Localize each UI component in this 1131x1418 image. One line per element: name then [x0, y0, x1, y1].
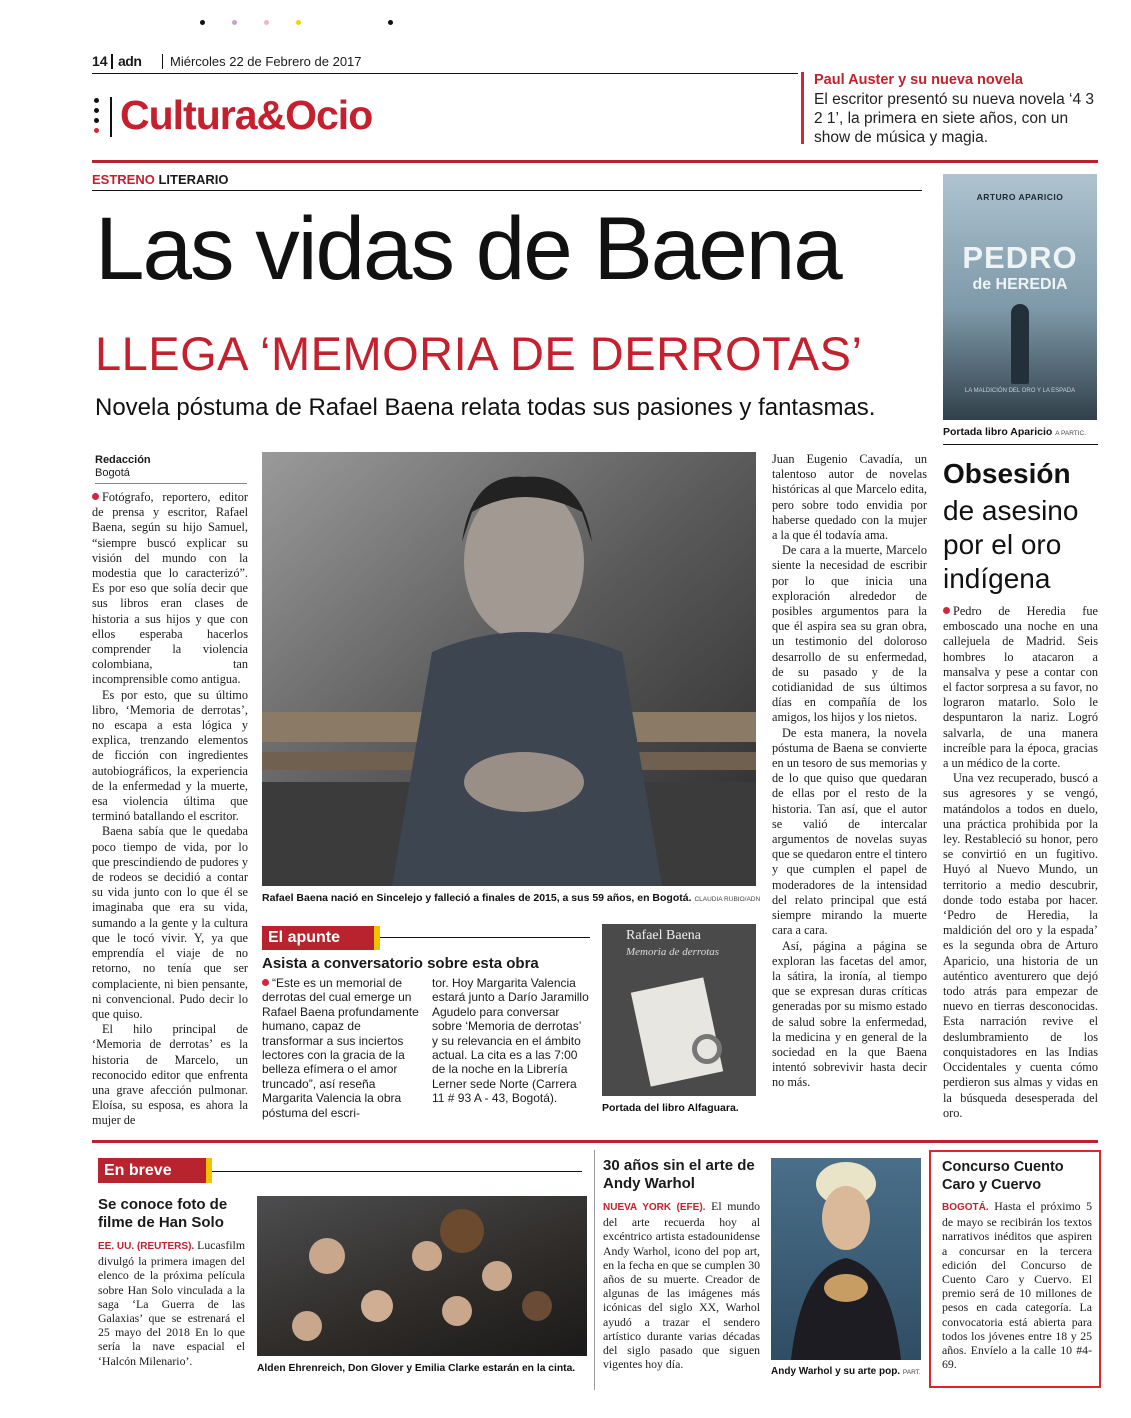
article-paragraph: Fotógrafo, reportero, editor de prensa y escritor, Rafael Baena, según su hijo Samuel, “siempre buscó explicar su visión del mundo con la modestia que lo caracterizó”. Es por eso que solía decir que sus libros eran clases de historia a sus hijos y que con ellos esperaba hacerlos comprender la violencia colombiana, tan incomprensible como antigua.	[92, 490, 248, 687]
warhol-body: El mundo del arte recuerda hoy al excéntrico artista estadounidense Andy Warhol, icono del pop art, en la fecha en que se cumplen 30 años de su muerte. Creador de algunas de las imágenes más icónicas del siglo XX, Warhol ayudó a trazar el sendero artístico durante varias décadas del siglo pasado que siguen vigentes hoy día.	[603, 1199, 761, 1372]
article-paragraph: Juan Eugenio Cavadía, un talentoso autor de novelas históricas al que Marcelo edita, pero sobre todo envidia por haberse quedado con la mujer a la que él todavía ama.	[772, 452, 927, 543]
article-paragraph: Así, página a página se exploran las facetas del amor, la sátira, la ironía, al tiempo que se expresan duras críticas generadas por su mismo estado de salud sobre la enfermedad, la medicina y en general de la sociedad en la que Baena intentó sobrevivir hasta decir no más.	[772, 938, 927, 1090]
byline: Redacción	[95, 454, 151, 466]
book-cover-memoria-de-derrotas	[602, 924, 756, 1096]
sidebar-book-subtitle: LA MALDICIÓN DEL ORO Y LA ESPADA	[964, 388, 1076, 394]
sidebar-book-title-1: PEDRO	[962, 240, 1078, 275]
section-rule	[92, 160, 1098, 163]
sidebar-headline-light: de asesino por el oro indígena	[943, 495, 1079, 594]
sidebar-paragraph: Una vez recuperado, buscó a sus agresores y se vengó, matándolos a todos en duelo, una práctica prohibida por la ley. Restableció su honor, pero se convirtió en un fugitivo. Huyó al Nuevo Mundo, un territorio a medio descubrir, donde todo estaba por hacer. ‘Pedro de Heredia, la maldición del oro y la espada’ es la segunda obra de Arturo Aparicio, una historia de un auténtico aventurero que dejó todo atrás para empezar de nuevo en tierras desconocidas. Esta narración revive el deslumbramiento de los conquistadores en las Indias Occidentales y cuenta cómo perdieron sus almas y vidas en la búsqueda desesperada del oro.	[943, 771, 1098, 1120]
han-solo-cast-photo	[257, 1196, 587, 1356]
warhol-caption-text: Andy Warhol y su arte pop.	[771, 1366, 901, 1377]
andy-warhol-photo	[771, 1158, 921, 1360]
article-column-1	[92, 490, 248, 1128]
brand-logo: adn	[118, 53, 142, 69]
sidebar-headline-bold: Obsesión	[943, 458, 1071, 489]
warhol-caption	[771, 1366, 921, 1377]
sidebar-column	[943, 604, 1098, 1124]
main-photo-rafael-baena	[262, 452, 756, 886]
section-title: Cultura&Ocio	[120, 92, 373, 138]
han-solo-caption: Alden Ehrenreich, Don Glover y Emilia Clarke estarán en la cinta.	[257, 1363, 576, 1374]
header-rule	[92, 73, 798, 74]
photo-caption	[262, 892, 761, 904]
kicker-black: LITERARIO	[158, 172, 229, 187]
concurso-text	[942, 1199, 1092, 1381]
photo-credit: CLAUDIA RUBIO/ADN	[694, 896, 761, 903]
promo-text: El escritor presentó su nueva novela ‘4 3 2 1’, la primera en siete años, con un show de música y magia.	[814, 91, 1095, 146]
briefs-tab: En breve	[98, 1158, 212, 1183]
warhol-text	[603, 1199, 760, 1383]
article-paragraph: De cara a la muerte, Marcelo siente la necesidad de escribir por lo que inicia una exploración alrededor de posibles argumentos para la que él aspira sea su gran obra, un testimonio del doloroso desarrollo de su enfermedad, de su pasado y de la cotidianidad de sus últimos días en compañía de los amigos, los hijos y los nietos.	[772, 543, 927, 725]
article-column-4	[772, 452, 927, 1120]
article-paragraph: De esta manera, la novela póstuma de Baena se convierte en un tesoro de sus memorias y de lo que quiso que quedaran de ellas por el resto de la historia. Tan así, que el autor se valió de intercalar argumentos de novelas suyas que se quedaron entre el tintero y que cumplen el papel de moderadores de la intensidad del relato principal que está siempre mirando la muerte cara a cara.	[772, 725, 927, 938]
headline: Las vidas de Baena	[95, 198, 841, 298]
registration-marks	[200, 20, 400, 28]
sidebar-credit: A PARTIC.	[1055, 430, 1087, 437]
warhol-tag: NUEVA YORK (EFE).	[603, 1202, 706, 1213]
concurso-tag: BOGOTÁ.	[942, 1202, 989, 1213]
han-solo-body: Lucasfilm divulgó la primera imagen del elenco de la próxima película sobre Han Solo vinculada a la saga ‘La Guerra de las Galaxias’ que se estrenará el 25 mayo del 2018 En lo que sería la nave espacial el ‘Halcón Milenario’.	[98, 1238, 245, 1368]
han-solo-title: Se conoce foto de filme de Han Solo	[98, 1196, 228, 1231]
briefs-rule	[92, 1140, 1098, 1143]
photo-caption-text: Rafael Baena nació en Sincelejo y falleció a finales de 2015, a sus 59 años, en Bogotá.	[262, 892, 692, 904]
page-header	[92, 52, 812, 72]
sidebar-caption-text: Portada libro Aparicio	[943, 426, 1053, 438]
book-caption: Portada del libro Alfaguara.	[602, 1102, 739, 1114]
concurso-body: Hasta el próximo 5 de mayo se recibirán los textos narrativos inéditos que aspiren a concursar en la tercera edición del Concurso de Cuento Caro y Cuervo. El premio será de 10 millones de pesos en cada categoría. La convocatoria está abierta para todos los jóvenes entre 18 y 25 años. Envíelo a la calle 10 #4-69.	[942, 1199, 1092, 1372]
warhol-credit: PART.	[902, 1369, 921, 1376]
concurso-title: Concurso Cuento Caro y Cuervo	[942, 1159, 1064, 1193]
sidebar-book-author: ARTURO APARICIO	[976, 192, 1064, 202]
article-paragraph: Es por esto, que su último libro, ‘Memoria de derrotas’, no escapa a esta lógica y explica, trenzando elementos de ficción con ingredientes autobiográficos, la experiencia de la enfermedad y la muerte, esa violencia última que terminó batallando el escritor.	[92, 687, 248, 824]
kicker-red: ESTRENO	[92, 172, 155, 187]
section-dots	[94, 98, 100, 138]
sidebar-book-title-2: de HEREDIA	[972, 276, 1068, 293]
article-paragraph: El hilo principal de ‘Memoria de derrotas’ es la historia de Marcelo, un reconocido editor que enfrenta una grave afección pulmonar. Eloísa, su esposa, es ahora la mujer de	[92, 1022, 248, 1128]
book-cover-author: Rafael Baena	[626, 928, 702, 943]
apunte-tab: El apunte	[262, 926, 380, 950]
han-solo-tag: EE. UU. (REUTERS).	[98, 1241, 195, 1252]
apunte-title: Asista a conversatorio sobre esta obra	[262, 955, 539, 972]
apunte-text-col1	[262, 976, 422, 1120]
kicker	[92, 172, 229, 187]
warhol-title: 30 años sin el arte de Andy Warhol	[603, 1157, 755, 1192]
subheadline: LLEGA ‘MEMORIA DE DERROTAS’	[95, 327, 863, 380]
promo-title[interactable]: Paul Auster y su nueva novela	[814, 72, 1023, 88]
sidebar-paragraph: Pedro de Heredia fue emboscado una noche en una callejuela de Madrid. Seis hombres lo atacaron a mansalva y pese a contar con el factor sorpresa a su favor, no lograron matarlo. Solo le despuntaron la nariz. Logró salvarla, de una manera increíble para la época, gracias a un médico de la corte.	[943, 604, 1098, 771]
byline-location: Bogotá	[95, 467, 130, 479]
sidebar-book-caption	[943, 426, 1086, 438]
page-number: 14	[92, 53, 108, 69]
issue-date: Miércoles 22 de Febrero de 2017	[170, 54, 362, 69]
article-paragraph: Baena sabía que le quedaba poco tiempo de vida, por lo que prescindiendo de pudores y de rodeos se decidió a contar su vida junto con lo que él se imaginaba que era su vida, sumando a la gente y la cultura que le tocó vivir. Y, ya que emprendía el viaje de no retorno, no tenía que ser complaciente, ni bien pensante, ni convencional. Pudo decir lo que quiso.	[92, 824, 248, 1021]
book-cover-pedro-de-heredia	[943, 174, 1097, 420]
apunte-text-col2: tor. Hoy Margarita Valencia estará junto a Darío Jaramillo Agudelo para conversar sobre ‘Memoria de derrotas’ y su relevancia en el ámbito actual. La cita es a las 7:00 de la noche en la Librería Lerner sede Norte (Carrera 11 # 93 A - 43, Bogotá).	[432, 976, 589, 1106]
deck: Novela póstuma de Rafael Baena relata todas sus pasiones y fantasmas.	[95, 394, 876, 421]
book-cover-title: Memoria de derrotas	[626, 946, 720, 958]
apunte-paragraph-1: “Este es un memorial de derrotas del cual emerge un Rafael Baena profundamente humano, capaz de transformar a sus inciertos lectores con la gracia de la belleza efímera o el amor truncado”, así reseña Margarita Valencia la obra póstuma del escri-	[262, 976, 419, 1120]
han-solo-text	[98, 1238, 245, 1378]
